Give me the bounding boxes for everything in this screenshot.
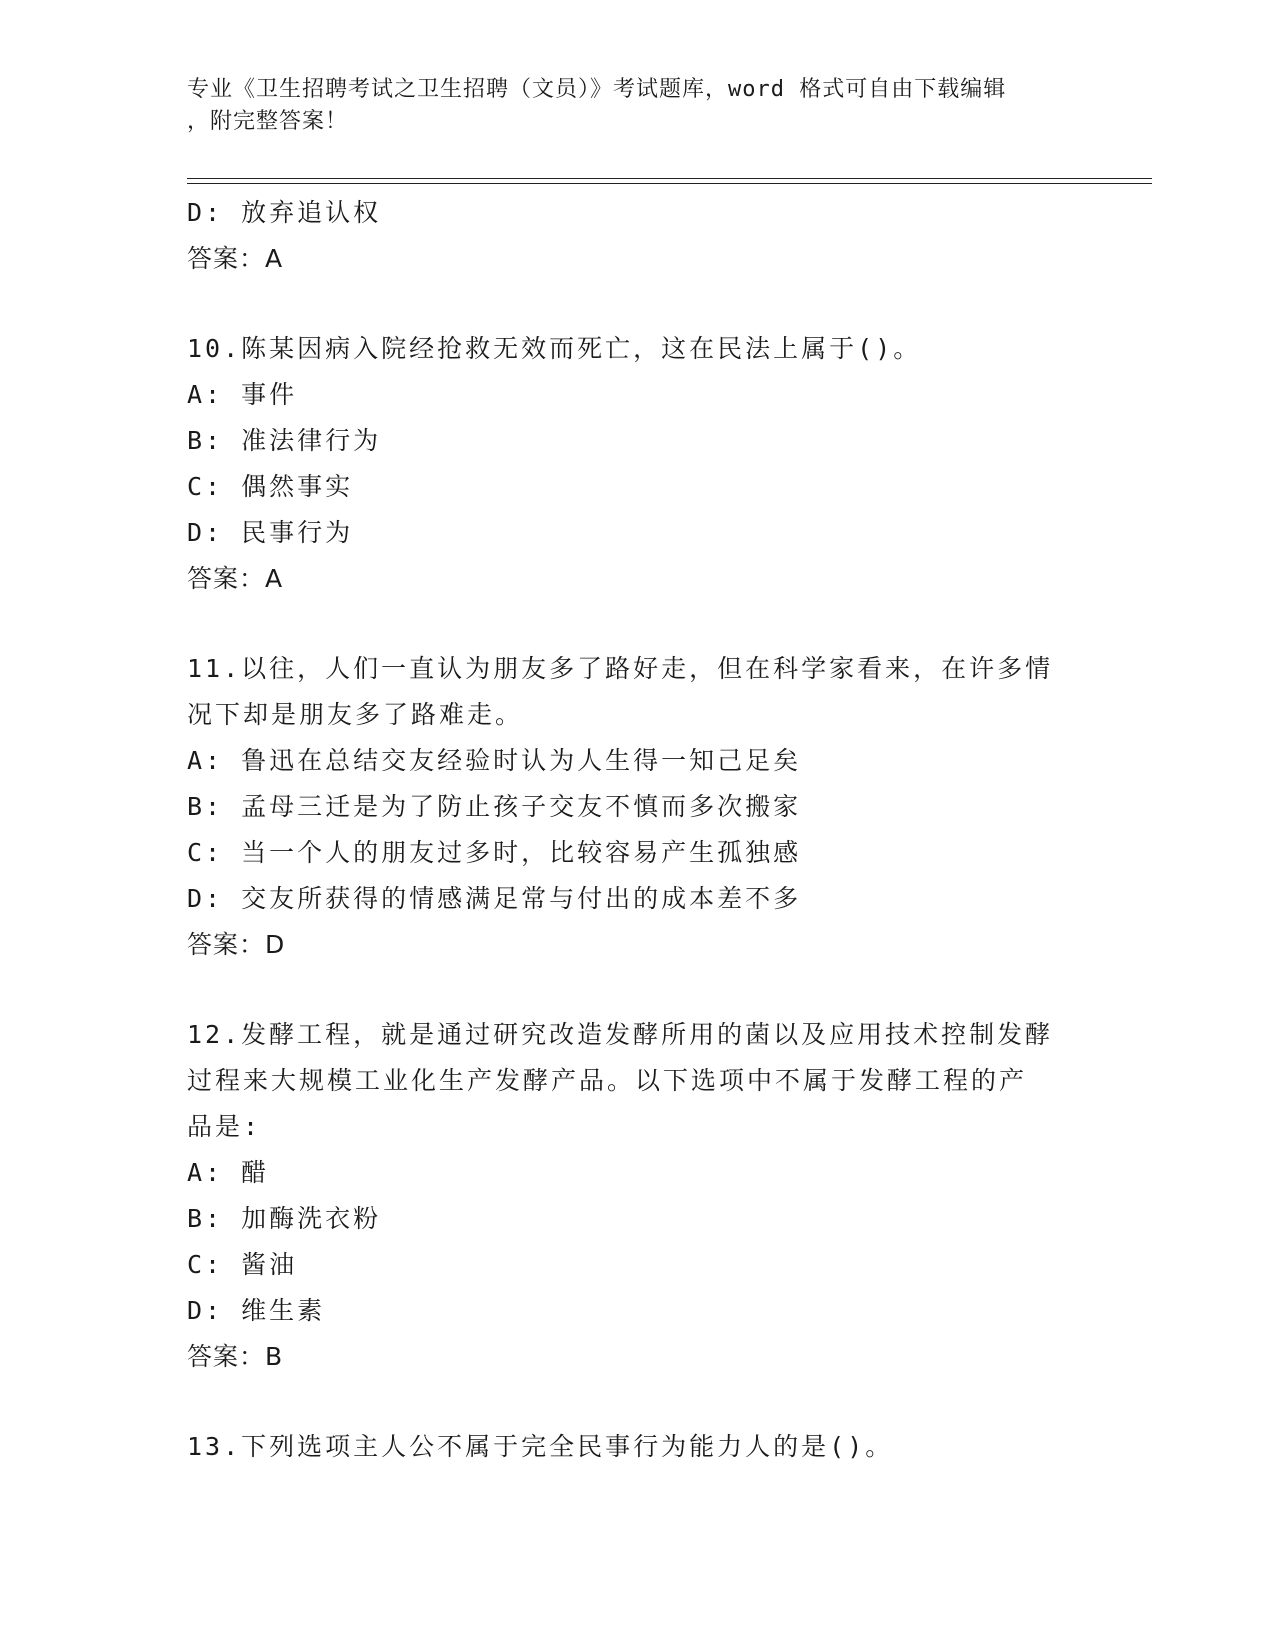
option-a: A: 醋 (187, 1158, 270, 1187)
question-stem-line-2: 况下却是朋友多了路难走。 (187, 700, 524, 729)
answer-line: 答案：B (187, 1342, 284, 1371)
option-d: D: 放弃追认权 (187, 198, 382, 227)
question-stem: 10.陈某因病入院经抢救无效而死亡，这在民法上属于()。 (187, 334, 922, 363)
question-12 (187, 1012, 1087, 1380)
option-d: D: 民事行为 (187, 518, 354, 547)
question-stem-line-1: 12.发酵工程，就是通过研究改造发酵所用的菌以及应用技术控制发酵 (187, 1020, 1054, 1049)
document-header (187, 74, 1067, 138)
option-d: D: 维生素 (187, 1296, 326, 1325)
question-stem: 13.下列选项主人公不属于完全民事行为能力人的是()。 (187, 1432, 894, 1461)
question-stem-line-3: 品是: (187, 1112, 262, 1141)
option-c: C: 酱油 (187, 1250, 298, 1279)
header-line-1: 专业《卫生招聘考试之卫生招聘（文员）》考试题库，word 格式可自由下载编辑 (187, 77, 1007, 102)
option-b: B: 加酶洗衣粉 (187, 1204, 382, 1233)
header-divider-top (187, 178, 1152, 179)
question-stem-line-2: 过程来大规模工业化生产发酵产品。以下选项中不属于发酵工程的产 (187, 1066, 1028, 1095)
option-d: D: 交友所获得的情感满足常与付出的成本差不多 (187, 884, 802, 913)
question-9-tail (187, 190, 1087, 282)
option-a: A: 事件 (187, 380, 298, 409)
answer-line: 答案：A (187, 564, 284, 593)
option-c: C: 当一个人的朋友过多时，比较容易产生孤独感 (187, 838, 802, 867)
question-11 (187, 646, 1087, 968)
option-a: A: 鲁迅在总结交友经验时认为人生得一知己足矣 (187, 746, 802, 775)
answer-line: 答案：A (187, 244, 284, 273)
option-b: B: 准法律行为 (187, 426, 382, 455)
header-line-2: ，附完整答案！ (187, 109, 349, 134)
header-divider-bottom (187, 183, 1152, 184)
answer-line: 答案：D (187, 930, 286, 959)
question-10 (187, 326, 1087, 602)
question-stem-line-1: 11.以往，人们一直认为朋友多了路好走，但在科学家看来，在许多情 (187, 654, 1054, 683)
question-list (187, 190, 1087, 1470)
option-c: C: 偶然事实 (187, 472, 354, 501)
option-b: B: 孟母三迁是为了防止孩子交友不慎而多次搬家 (187, 792, 802, 821)
question-13 (187, 1424, 1087, 1470)
